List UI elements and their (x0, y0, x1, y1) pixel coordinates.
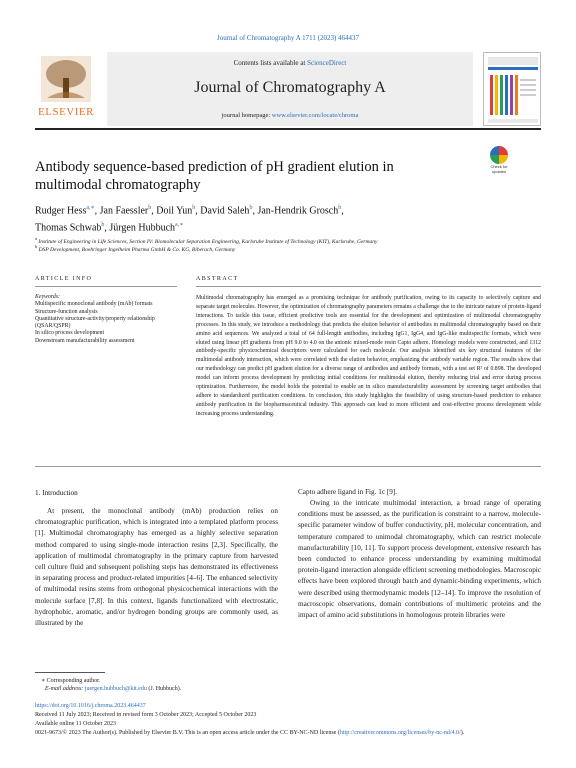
author-name[interactable]: Jan Faessler (99, 205, 149, 217)
author-line-1: Rudger Hess$^{a,∗}$, Jan Faessler$^b$, Doil Yun$^b$, David Saleh$^b$, Jan-Hendrik Grosch$^b$, (35, 205, 344, 217)
author-name[interactable]: Jürgen Hubbuch (109, 222, 176, 234)
author-affiliation-marker[interactable]: b (148, 205, 152, 211)
masthead-rule (35, 128, 541, 130)
intro-column-2: Owing to the intricate multimodal interaction, a broad range of operating conditions must be assessed, as the purification is constraint to a narrow, molecule-specific parameter window of buffer conductivity, pH, molecular concentration, and temperature compared to unimodal chromatography, which can restrict molecule manufacturability [10, 11]. To support process development, extensive research has been conducted to enhance process understanding by examining multimodal protein-ligand interaction alongside efficient screening methodologies. Macroscopic effects have been explored through batch and dynamic-binding experiments, which were described using thermodynamic models [12–14]. To improve the resolution of macroscopic observations, domain contributions of multimeric proteins and the impact of amino acid substitutions in homologous protein libraries were (298, 499, 541, 620)
abstract-rule (196, 286, 541, 287)
author-email-link[interactable]: juergen.hubbuch@kit.edu (84, 686, 147, 692)
license-line (35, 729, 541, 738)
license-prefix: 0021-9673/© 2023 The Author(s). Published by Elsevier B.V. This is an open access article under the CC BY-NC-ND license ( (35, 730, 340, 736)
keyword: Structure-function analysis (35, 308, 98, 315)
publication-info (35, 702, 541, 738)
footnote (35, 677, 335, 693)
homepage-prefix: journal homepage: (221, 112, 272, 119)
keyword: Multispecific monoclonal antibody (mAb) formats (35, 301, 153, 308)
intro-column-2-start: Capto adhere ligand in Fig. 1c [9]. (298, 488, 398, 496)
elsevier-logo[interactable] (35, 52, 97, 124)
article-info-rule (35, 286, 177, 287)
masthead-banner (107, 52, 473, 126)
section-heading-introduction: 1. Introduction (35, 489, 78, 497)
keywords-block (35, 294, 175, 345)
author-name[interactable]: Rudger Hess (35, 205, 87, 217)
check-for-updates-button[interactable] (486, 146, 512, 174)
affiliation-text: DSP Development, Boehringer Ingelheim Pharma GmbH & Co. KG, Biberach, Germany (38, 246, 236, 253)
author-affiliation-marker[interactable]: b (338, 205, 342, 211)
email-line (35, 685, 335, 693)
author-name[interactable]: David Saleh (200, 205, 250, 217)
keyword: Downstream manufacturability assessment (35, 337, 135, 344)
keyword: In silico process development (35, 330, 105, 337)
keyword: Quantitative structure-activity/property relationship (QSAR/QSPR) (35, 315, 155, 330)
author-affiliation-marker[interactable]: b (249, 205, 253, 211)
email-label: E-mail address: (45, 686, 85, 692)
affiliation-marker: b (35, 244, 38, 249)
publisher-name: ELSEVIER (38, 106, 94, 118)
elsevier-tree-icon (41, 56, 91, 102)
article-title: Antibody sequence-based prediction of pH gradient elution in multimodal chromatography (35, 159, 394, 193)
contents-line (107, 59, 473, 67)
license-suffix: ). (460, 730, 465, 736)
intro-column-1: At present, the monoclonal antibody (mAb) production relies on chromatographic purification, which is integrated into a templated platform process [1]. Multimodal chromatography has emerged as a highly selective separation method compared to using single-mode interaction resins [2,3]. Specifically, the application of multimodal chromatography in the primary capture from harvested cell culture fluid and subsequent polishing steps has demonstrated its effectiveness in separating process and product-related impurities [4–6]. The enhanced selectivity of multimodal resins stems from orthogonal physicochemical interactions with the molecule surface [7,8]. In this context, ligands functionalized with electrostatic, hydrophobic, aromatic, and/or hydrogen bonding groups are commonly used, as illustrated by the (35, 507, 278, 628)
author-affiliation-marker[interactable]: a,∗ (86, 205, 95, 211)
check-updates-label: Check for updates (490, 164, 508, 174)
author-affiliation-marker[interactable]: a,∗ (175, 222, 184, 229)
abstract-text: Multimodal chromatography has emerged as a promising technique for antibody purification, owing to its capacity to selectively capture and separate target molecules. However, the optimization of chromatography parameters remains a challenge due to the intricate nature of protein-ligand interactions. To tackle this issue, efficient predictive tools are essential for the development and optimization of multimodal chromatography processes. In this study, we introduce a methodology that predicts the elution behavior of antibodies in multimodal chromatography based on their amino acid sequences. We analyzed a total of 64 full-length antibodies, including IgG1, IgG4, and IgG-like multispecific formats, which were eluted using linear pH gradients from pH 9.0 to 4.0 on the anionic mixed-mode resin Capto adhere. Homology models were constructed, and 1312 antibody-specific physicochemical descriptors were calculated for each molecule. Our analysis identified six key structural features of the multimodal antibody interaction, which were correlated with the elution behavior, emphasizing the antibody variable region. The results show that our methodology can predict pH gradient elution for a diverse range of antibodies and antibody formats, with a test set R² of 0.898. The developed model can inform process development by predicting initial conditions for multimodal elution, thereby reducing trial and error during process optimization. Furthermore, the model holds the potential to enable an in silico manufacturability assessment by screening target antibodies that adhere to standardized purification conditions. In conclusion, this study highlights the feasibility of using structure-based prediction to enhance antibody purification in the biopharmaceutical industry. This approach can lead to more efficient and cost-effective process development while increasing process understanding. (196, 295, 541, 417)
license-link[interactable]: http://creativecommons.org/licenses/by-nc-nd/4.0/ (339, 730, 461, 736)
available-online: Available online 11 October 2023 (35, 721, 116, 727)
author-name[interactable]: Doil Yun (156, 205, 193, 217)
author-list (35, 201, 495, 236)
corresponding-author-note: ∗ Corresponding author. (41, 678, 101, 684)
author-affiliation-marker[interactable]: b (101, 222, 105, 229)
author-line-2: Thomas Schwab$^b$, Jürgen Hubbuch$^{a,∗}$ (35, 222, 184, 234)
email-suffix: (J. Hubbuch). (146, 686, 182, 692)
check-updates-icon (490, 146, 508, 164)
affiliation-b (35, 244, 541, 253)
masthead (35, 52, 541, 126)
footnote-rule (35, 672, 105, 673)
author-name[interactable]: Jan-Hendrik Grosch (257, 205, 339, 217)
abstract-heading: ABSTRACT (196, 276, 239, 282)
homepage-line (107, 112, 473, 119)
journal-cover-thumbnail[interactable] (483, 52, 541, 126)
journal-title: Journal of Chromatography A (194, 79, 386, 96)
journal-homepage-link[interactable]: www.elsevier.com/locate/chroma (271, 112, 359, 119)
article-info-heading: ARTICLE INFO (35, 276, 93, 282)
affiliation-marker: a (35, 236, 38, 241)
contents-prefix: Contents lists available at (233, 59, 308, 67)
author-affiliation-marker[interactable]: b (192, 205, 196, 211)
sciencedirect-link[interactable]: ScienceDirect (307, 59, 347, 67)
journal-citation[interactable]: Journal of Chromatography A 1711 (2023) 464437 (216, 34, 360, 42)
author-name[interactable]: Thomas Schwab (35, 222, 102, 234)
doi-link[interactable]: https://doi.org/10.1016/j.chroma.2023.464437 (35, 703, 146, 709)
abstract-bottom-rule (35, 466, 541, 467)
keywords-label: Keywords: (35, 294, 60, 300)
received-dates: Received 11 July 2023; Received in revised form 3 October 2023; Accepted 5 October 2023 (35, 712, 257, 718)
affiliation-text: Institute of Engineering in Life Sciences, Section IV: Biomolecular Separation Engineering, Karlsruhe Institute of Technology (KIT), Karlsruhe, Germany (38, 238, 378, 245)
journal-cover-image (484, 53, 541, 126)
